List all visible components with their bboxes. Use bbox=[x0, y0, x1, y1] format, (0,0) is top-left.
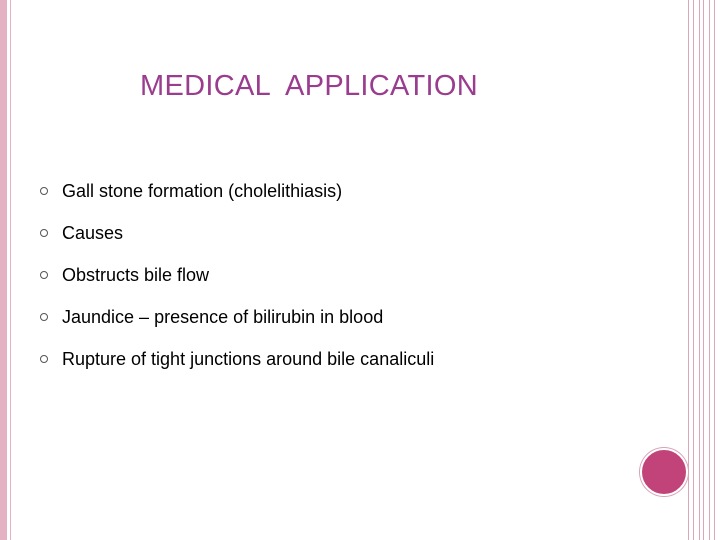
bullet-item bbox=[40, 254, 434, 296]
bullet-list bbox=[40, 170, 434, 380]
hollow-circle-icon bbox=[40, 313, 48, 321]
left-border-line bbox=[10, 0, 11, 540]
bullet-item bbox=[40, 296, 434, 338]
right-border-line bbox=[693, 0, 694, 540]
right-border-line bbox=[709, 0, 710, 540]
hollow-circle-icon bbox=[40, 187, 48, 195]
right-border-line bbox=[699, 0, 700, 540]
accent-circle-decoration bbox=[640, 448, 688, 496]
slide-title: MEDICAL APPLICATION bbox=[140, 70, 478, 102]
bullet-text: Causes bbox=[62, 222, 124, 243]
hollow-circle-icon bbox=[40, 271, 48, 279]
right-border-line bbox=[714, 0, 715, 540]
bullet-text: Obstructs bile flow bbox=[62, 264, 210, 285]
right-border-line bbox=[703, 0, 704, 540]
bullet-text: Gall stone formation (cholelithiasis) bbox=[62, 180, 343, 201]
hollow-circle-icon bbox=[40, 355, 48, 363]
hollow-circle-icon bbox=[40, 229, 48, 237]
bullet-item bbox=[40, 338, 434, 380]
bullet-text: Rupture of tight junctions around bile canaliculi bbox=[62, 348, 435, 369]
left-border-band bbox=[0, 0, 7, 540]
bullet-text: Jaundice – presence of bilirubin in blood bbox=[62, 306, 384, 327]
right-border-line bbox=[688, 0, 689, 540]
bullet-item bbox=[40, 212, 434, 254]
bullet-item bbox=[40, 170, 434, 212]
